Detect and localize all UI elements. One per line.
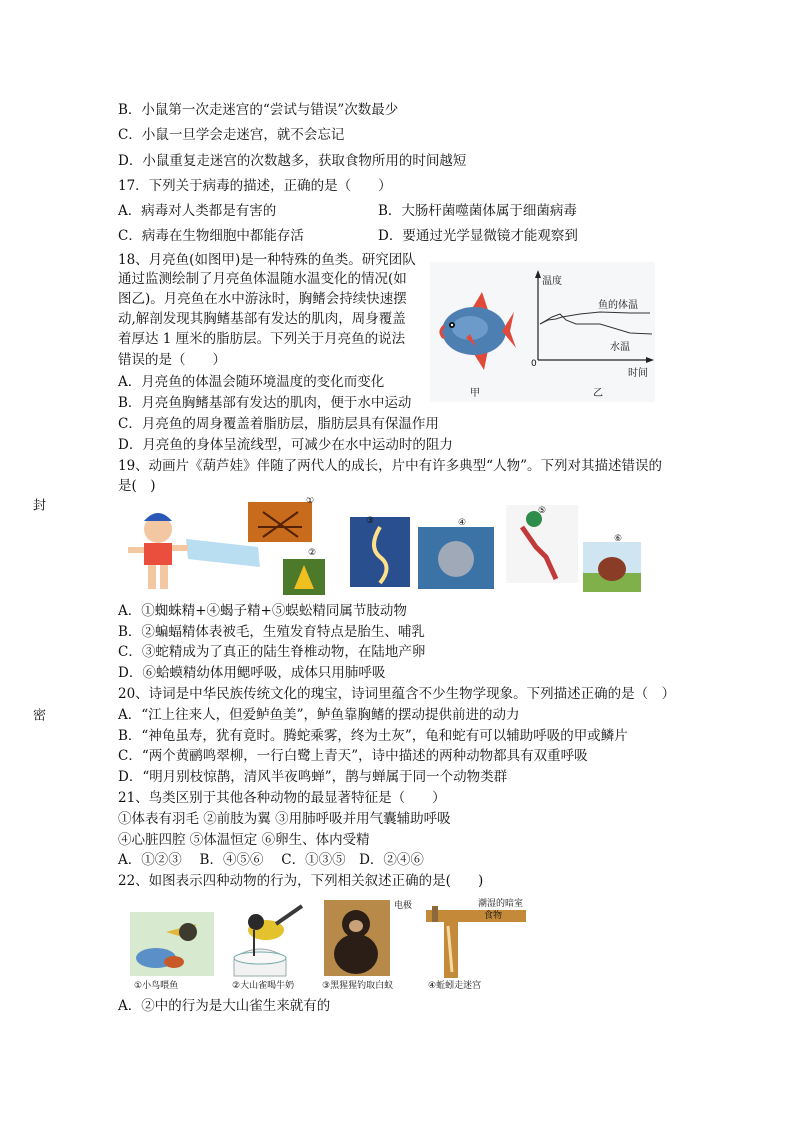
q19-option-c: C．③蛇精成为了真正的陆生脊椎动物，在陆地产卵 (118, 644, 426, 660)
q18-figure-svg (430, 262, 655, 402)
q17-option-d: D．要通过光学显微镜才能观察到 (378, 228, 578, 244)
q19-cartoon-svg (118, 497, 644, 597)
origin-label: 0 (531, 359, 537, 369)
mark-2: ② (308, 548, 317, 558)
side-margin-mark-mi: 密 (30, 708, 45, 721)
q18-figure (430, 262, 655, 402)
panel-spider (248, 502, 312, 542)
q18-stem-line5: 着厚达 1 厘米的脂肪层。下列关于月亮鱼的说法 (118, 331, 406, 347)
mark-5: ⑤ (538, 506, 547, 516)
q22-caption-1: ①小鸟喂鱼 (134, 981, 179, 991)
maze-electrode-label: 电极 (394, 901, 413, 911)
mark-4: ④ (458, 518, 467, 528)
q18-stem-line1: 18、月亮鱼(如图甲)是一种特殊的鱼类。研究团队 (118, 252, 416, 268)
q22-stem: 22、如图表示四种动物的行为，下列相关叙述正确的是( ) (118, 873, 484, 889)
q18-stem-line4: 动,解剖发现其胸鳍基部有发达的肌肉，周身覆盖 (118, 311, 406, 327)
q19-cartoon-strip (118, 497, 644, 597)
q18-stem-line6: 错误的是（ ） (118, 352, 226, 368)
q16-option-b: B．小鼠第一次走迷宫的“尝试与错误”次数最少 (118, 102, 399, 118)
q19-stem-line1: 19、动画片《葫芦娃》伴随了两代人的成长，片中有许多典型“人物”。下列对其描述错误的 (118, 458, 662, 474)
q21-features-line1: ①体表有羽毛 ②前肢为翼 ③用肺呼吸并用气囊辅助呼吸 (118, 811, 451, 827)
q22-caption-2: ②大山雀喝牛奶 (232, 981, 295, 991)
q21-options: A．①②③ B．④⑤⑥ C．①③⑤ D．②④⑥ (118, 852, 424, 868)
q20-stem: 20、诗词是中华民族传统文化的瑰宝，诗词里蕴含不少生物学现象。下列描述正确的是（ ） (118, 686, 676, 702)
q19-option-d: D．⑥蛤蟆精幼体用鳃呼吸，成体只用肺呼吸 (118, 665, 386, 681)
q17-option-a: A．病毒对人类都是有害的 (118, 203, 277, 219)
x-axis-label: 时间 (628, 368, 648, 379)
q21-features-line2: ④心脏四腔 ⑤体温恒定 ⑥卵生、体内受精 (118, 832, 370, 848)
q17-option-b: B．大肠杆菌噬菌体属于细菌病毒 (378, 203, 577, 219)
q16-option-c: C．小鼠一旦学会走迷宫，就不会忘记 (118, 127, 345, 143)
q19-stem-line2: 是( ) (118, 478, 156, 494)
q17-stem: 17．下列关于病毒的描述，正确的是（ ） (118, 178, 392, 194)
q18-stem-line3: 图乙)。月亮鱼在水中游泳时，胸鳍会持续快速摆 (118, 291, 407, 307)
q18-option-a: A．月亮鱼的体温会随环境温度的变化而变化 (118, 374, 385, 390)
bird-feeding-fish-illustration (130, 912, 214, 976)
maze-food-label: 食物 (484, 911, 503, 921)
q22-caption-4: ④蚯蚓走迷宫 (428, 981, 482, 991)
chimpanzee-fishing-termites-illustration (324, 900, 390, 976)
mark-1: ① (306, 497, 315, 506)
q18-option-b: B．月亮鱼胸鳍基部有发达的肌肉，便于水中运动 (118, 395, 412, 411)
q20-option-a: A．“江上往来人，但爱鲈鱼美”，鲈鱼靠胸鳍的摆动提供前进的动力 (118, 707, 520, 723)
water-temp-label: 水温 (610, 342, 630, 353)
side-margin-mark-feng: 封 (30, 498, 45, 511)
q22-figure (126, 896, 536, 992)
q22-figure-svg (126, 896, 536, 992)
q18-stem-line2: 通过监测绘制了月亮鱼体温随水温变化的情况(如 (118, 271, 407, 287)
q20-option-d: D．“明月别枝惊鹊，清风半夜鸣蝉”，鹊与蝉属于同一个动物类群 (118, 769, 508, 785)
mark-3: ③ (366, 516, 375, 526)
q18-option-c: C．月亮鱼的周身覆盖着脂肪层，脂肪层具有保温作用 (118, 416, 439, 432)
q18-option-d: D．月亮鱼的身体呈流线型，可减少在水中运动时的阻力 (118, 437, 453, 453)
q20-option-b: B．“神龟虽寿，犹有竟时。腾蛇乘雾，终为土灰”，龟和蛇有可以辅助呼吸的甲或鳞片 (118, 728, 628, 744)
fish-temp-label: 鱼的体温 (598, 300, 638, 311)
q20-option-c: C．“两个黄鹂鸣翠柳，一行白鹭上青天”，诗中描述的两种动物都具有双重呼吸 (118, 748, 588, 764)
q17-option-c: C．病毒在生物细胞中都能存活 (118, 228, 304, 244)
figure-label-yi: 乙 (593, 388, 603, 399)
figure-label-jia: 甲 (470, 388, 480, 399)
q22-option-a: A．②中的行为是大山雀生来就有的 (118, 998, 331, 1014)
mark-6: ⑥ (614, 534, 623, 544)
panel-centipede (506, 505, 578, 583)
q19-option-a: A．①蜘蛛精+④蝎子精+⑤蜈蚣精同属节肢动物 (118, 603, 407, 619)
q16-option-d: D．小鼠重复走迷宫的次数越多，获取食物所用的时间越短 (118, 153, 467, 169)
q19-option-b: B．②蝙蝠精体表被毛，生殖发育特点是胎生、哺乳 (118, 624, 425, 640)
maze-dark-room-label: 潮湿的暗室 (478, 899, 524, 909)
q22-caption-3: ③黑猩猩钓取白蚁 (322, 981, 394, 991)
y-axis-label: 温度 (542, 276, 562, 287)
q21-stem: 21、鸟类区别于其他各种动物的最显著特征是（ ） (118, 790, 446, 806)
